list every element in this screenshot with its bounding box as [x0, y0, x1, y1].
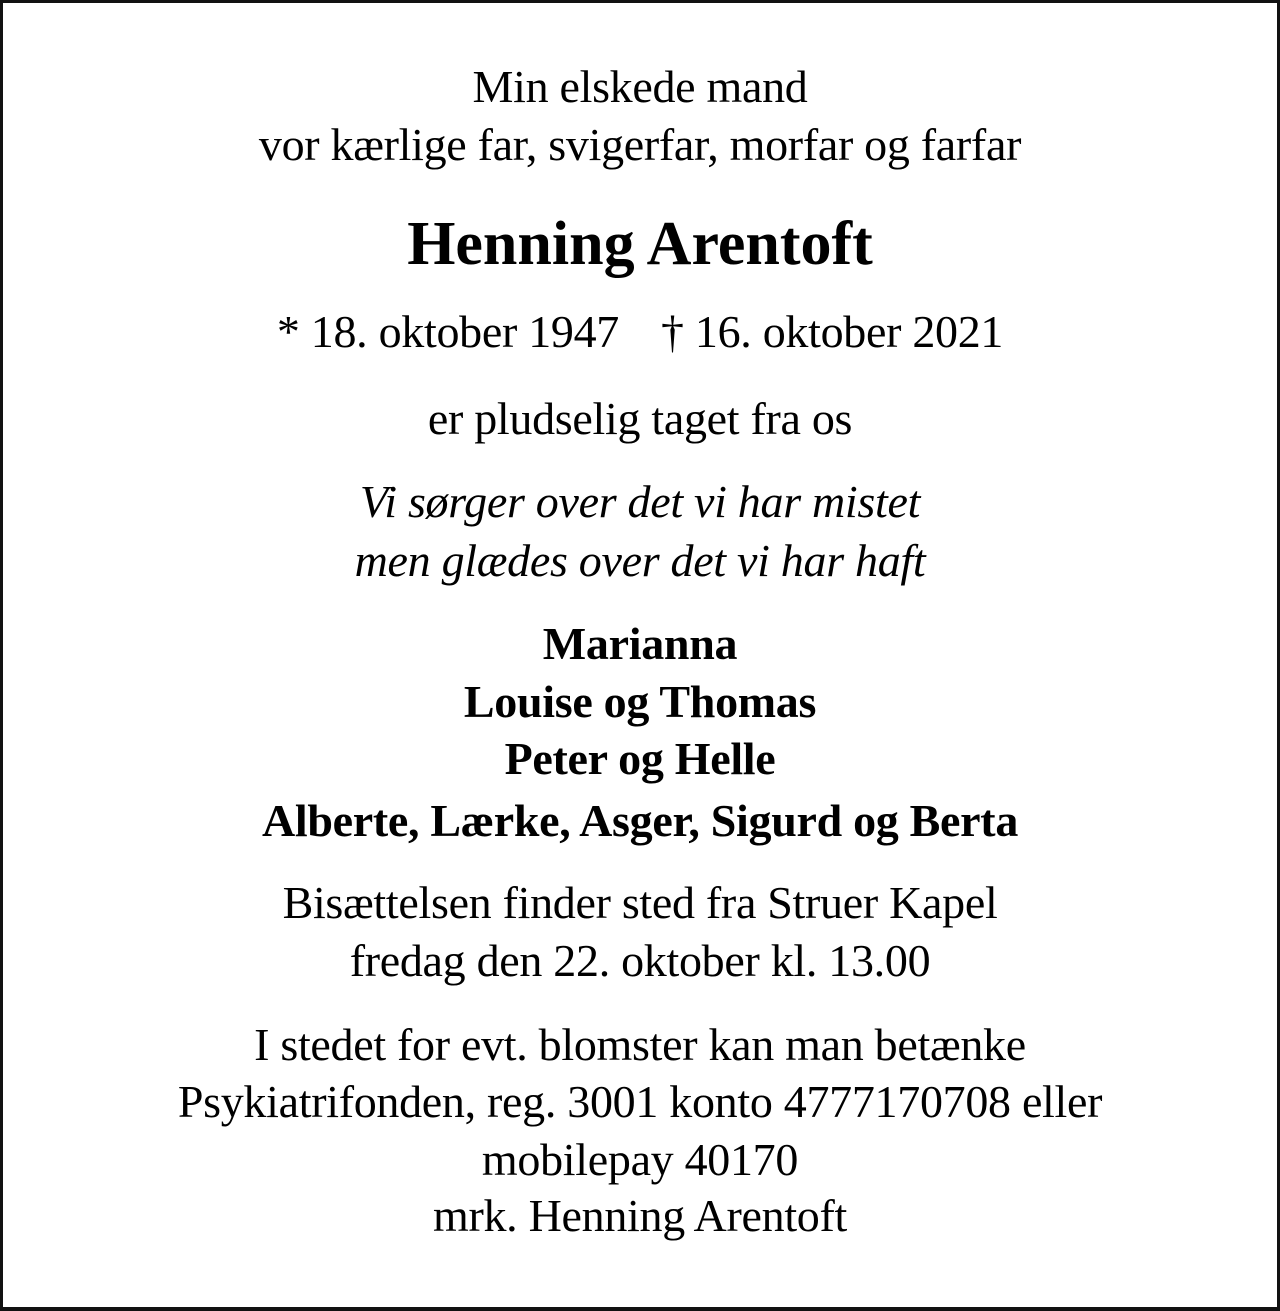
verse-line: Vi sørger over det vi har mistet — [359, 476, 921, 527]
ceremony-line: Bisættelsen finder sted fra Struer Kapel — [282, 877, 998, 928]
donation-line: mobilepay 40170 — [481, 1134, 799, 1185]
family-line: Alberte, Lærke, Asger, Sigurd og Berta — [261, 795, 1019, 846]
verse-line: men glædes over det vi har haft — [354, 535, 926, 586]
family-line: Louise og Thomas — [463, 676, 817, 727]
intro-line: vor kærlige far, svigerfar, morfar og farfar — [258, 119, 1022, 170]
intro-line: Min elskede mand — [472, 61, 808, 112]
deceased-name: Henning Arentoft — [407, 210, 873, 278]
donation-line: I stedet for evt. blomster kan man betænke — [254, 1019, 1026, 1070]
donation-line: mrk. Henning Arentoft — [432, 1190, 847, 1241]
life-dates — [3, 303, 1277, 361]
ceremony-line: fredag den 22. oktober kl. 13.00 — [349, 935, 931, 986]
donation-line: Psykiatrifonden, reg. 3001 konto 4777170708 eller — [177, 1076, 1103, 1127]
death-date: † 16. oktober 2021 — [661, 306, 1004, 357]
family-line: Marianna — [542, 618, 738, 669]
passed-statement: er pludselig taget fra os — [427, 393, 853, 444]
birth-date: * 18. oktober 1947 — [276, 306, 619, 357]
family-line: Peter og Helle — [504, 733, 776, 784]
